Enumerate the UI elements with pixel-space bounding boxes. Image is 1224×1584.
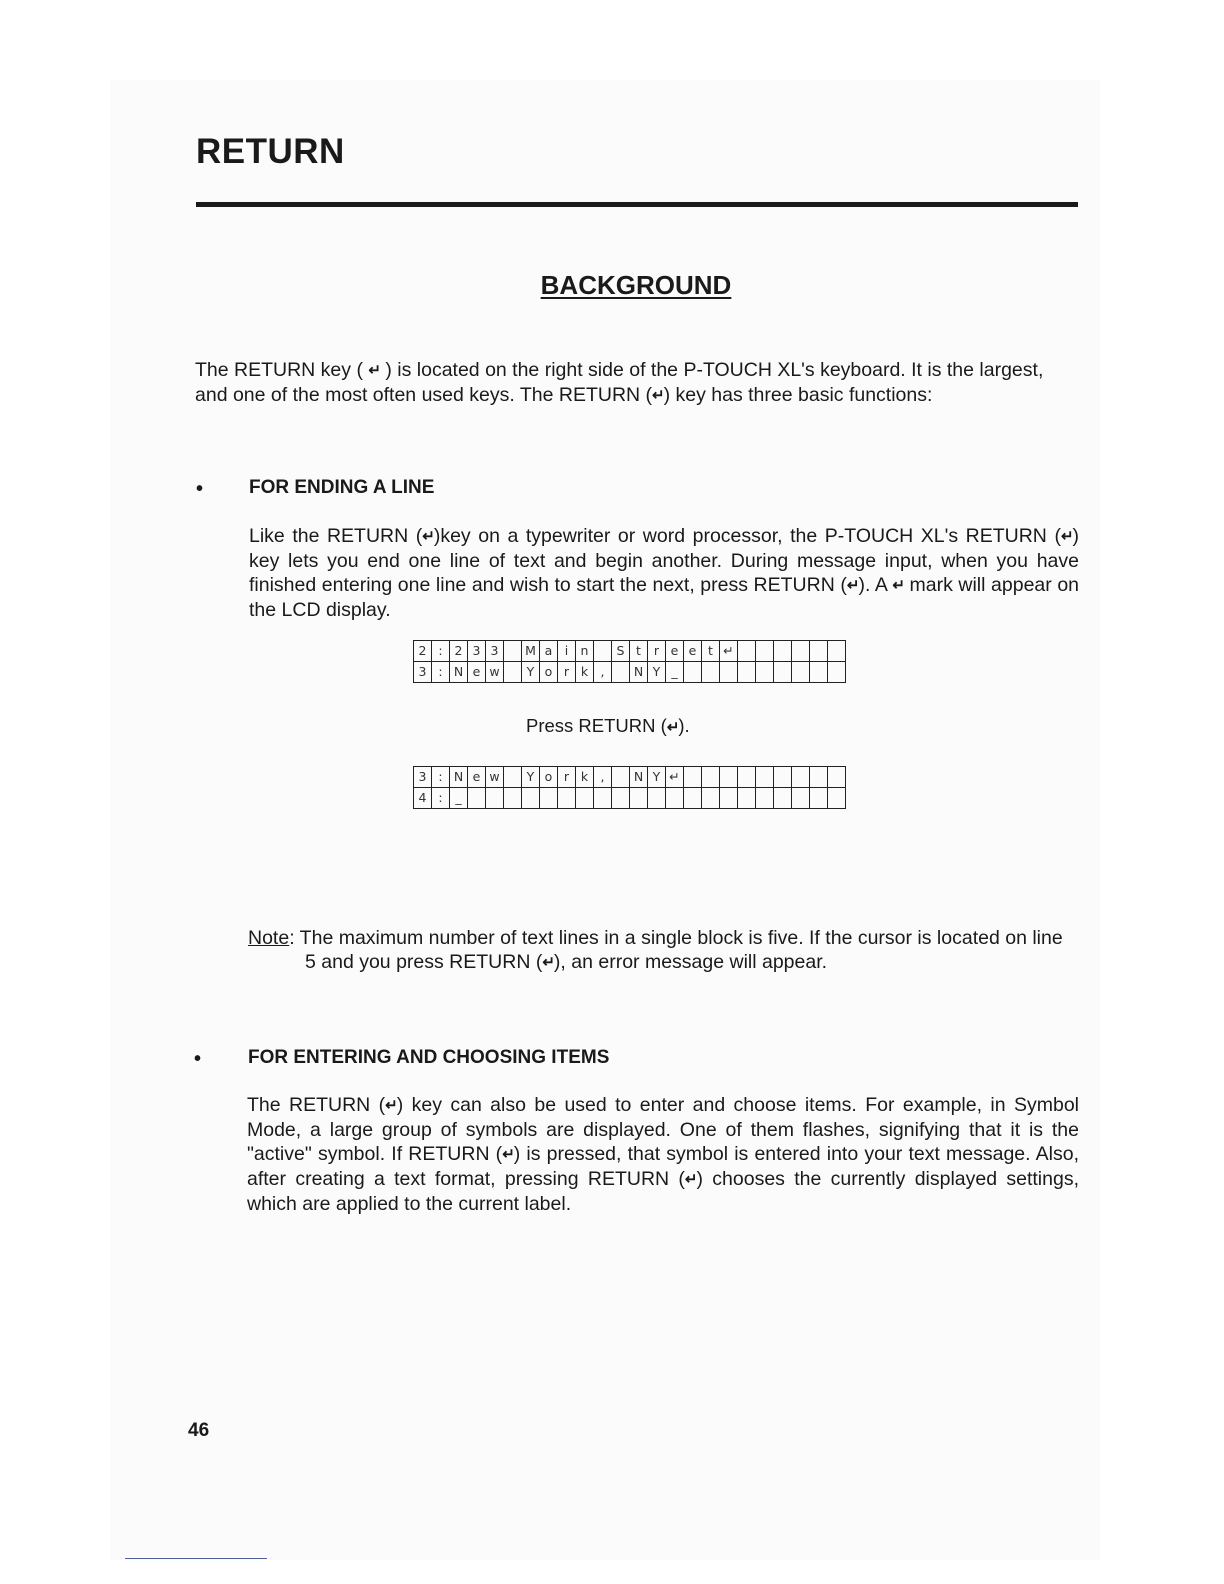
intro-text-1: The RETURN key ( (195, 359, 369, 381)
enter-text-2: ) key can also be used to enter and choose items. For example, in Symbol Mode, a large group of symbols are displayed. One of them flashes, signifying that it is the "active" symbol. If RETURN ( (247, 1094, 1079, 1165)
lcd-cell (756, 767, 774, 788)
lcd-cell (594, 788, 612, 809)
intro-text-2: ) is located on the right side of the P-TOUCH XL's keyboard. It is the largest, and one of the most often used keys. The RETURN ( (195, 359, 1044, 406)
return-key-icon: ↵ (422, 527, 434, 545)
lcd-cell: e (666, 641, 684, 662)
lcd-cell (468, 788, 486, 809)
lcd-cell: S (612, 641, 630, 662)
lcd-cell: 3 (468, 641, 486, 662)
lcd-cell: M (522, 641, 540, 662)
return-key-icon: ↵ (385, 1096, 397, 1114)
lcd-cell (702, 767, 720, 788)
lcd-cell: ↵ (720, 641, 738, 662)
lcd-cell (504, 788, 522, 809)
note-text-2: 5 and you press RETURN ( (305, 951, 543, 973)
lcd-cell: r (558, 767, 576, 788)
lcd-cell (684, 767, 702, 788)
note-label: Note (248, 927, 290, 949)
lcd-cell: : (432, 788, 450, 809)
lcd-cell (792, 788, 810, 809)
lcd-cell: r (648, 641, 666, 662)
lcd-cell (522, 788, 540, 809)
lcd-cell: N (450, 662, 468, 683)
lcd-cell: : (432, 641, 450, 662)
lcd-cell: 3 (414, 767, 432, 788)
lcd-cell (774, 641, 792, 662)
lcd-cell: 2 (414, 641, 432, 662)
lcd-cell: o (540, 662, 558, 683)
lcd-cell (738, 767, 756, 788)
section-heading-ending-line: FOR ENDING A LINE (249, 477, 435, 498)
lcd-cell (756, 662, 774, 683)
lcd-cell (774, 788, 792, 809)
lcd-cell (684, 788, 702, 809)
lcd-cell (828, 662, 846, 683)
lcd-row (414, 662, 846, 683)
lcd-cell (612, 662, 630, 683)
lcd-cell (684, 662, 702, 683)
lcd-cell: e (468, 662, 486, 683)
lcd-cell: , (594, 662, 612, 683)
lcd-cell: Y (648, 767, 666, 788)
lcd-cell (540, 788, 558, 809)
ending-text-5: mark will appear on the LCD display. (249, 573, 1080, 621)
title-rule (196, 202, 1078, 207)
note-paragraph (248, 926, 1078, 975)
lcd-cell (504, 641, 522, 662)
lcd-cell: ↵ (666, 767, 684, 788)
lcd-cell: 3 (414, 662, 432, 683)
lcd-cell: i (558, 641, 576, 662)
lcd-cell (756, 788, 774, 809)
note-line-2 (248, 950, 1078, 975)
return-key-icon: ↵ (502, 1145, 514, 1163)
lcd-row (414, 641, 846, 662)
enter-text-1: The RETURN ( (247, 1094, 386, 1116)
lcd-cell (774, 767, 792, 788)
caption-press-return (526, 715, 690, 737)
lcd-cell: N (630, 662, 648, 683)
lcd-cell (720, 788, 738, 809)
lcd-row (414, 788, 846, 809)
lcd-cell (648, 788, 666, 809)
lcd-cell (828, 767, 846, 788)
lcd-cell: t (702, 641, 720, 662)
lcd-row (414, 767, 846, 788)
lcd-cell (738, 641, 756, 662)
section-title-background: BACKGROUND (540, 270, 732, 300)
page-title: RETURN (196, 132, 345, 171)
lcd-cell (810, 788, 828, 809)
caption-text-2: ). (678, 715, 690, 736)
lcd-cell: _ (450, 788, 468, 809)
ending-text-1: Like the RETURN ( (249, 525, 423, 547)
lcd-cell (774, 662, 792, 683)
entering-items-paragraph (247, 1093, 1079, 1216)
return-key-icon: ↵ (368, 361, 380, 379)
lcd-cell (702, 788, 720, 809)
lcd-cell (810, 641, 828, 662)
intro-paragraph (195, 358, 1080, 408)
ending-text-3: ) key lets you end one line of text and begin another. During message input, when you have finished entering one line and wish to start the next, press RETURN ( (249, 525, 1080, 596)
return-key-icon: ↵ (1060, 527, 1073, 545)
lcd-cell (720, 767, 738, 788)
enter-text-4: ) chooses the currently displayed settings, which are applied to the current label. (247, 1167, 1080, 1215)
lcd-cell: 2 (450, 641, 468, 662)
bottom-link-line (125, 1558, 267, 1559)
lcd-cell (486, 788, 504, 809)
bullet-icon: • (196, 478, 204, 500)
note-text-3: ), an error message will appear. (553, 951, 828, 973)
lcd-cell (792, 641, 810, 662)
lcd-cell: N (630, 767, 648, 788)
lcd-cell: 4 (414, 788, 432, 809)
lcd-cell (504, 662, 522, 683)
note-text-1: : The maximum number of text lines in a single block is five. If the cursor is located on line (289, 927, 1063, 949)
caption-text-1: Press RETURN ( (526, 715, 667, 736)
lcd-cell: e (684, 641, 702, 662)
lcd-cell (504, 767, 522, 788)
intro-text-3: ) key has three basic functions: (663, 383, 933, 406)
lcd-display-before (413, 640, 846, 683)
lcd-cell: r (558, 662, 576, 683)
page-number: 46 (188, 1420, 210, 1441)
lcd-display-after (413, 766, 846, 809)
lcd-cell: k (576, 767, 594, 788)
lcd-cell: Y (522, 767, 540, 788)
lcd-cell (630, 788, 648, 809)
lcd-cell: 3 (486, 641, 504, 662)
return-key-icon: ↵ (666, 719, 679, 737)
lcd-cell (792, 662, 810, 683)
lcd-cell (594, 641, 612, 662)
enter-text-3: ) is pressed, that symbol is entered into your text message. Also, after creating a text format, pressing RETURN ( (247, 1142, 1080, 1190)
ending-text-2: )key on a typewriter or word processor, the P-TOUCH XL's RETURN ( (433, 525, 1061, 547)
return-mark-icon: ↵ (892, 576, 904, 594)
return-key-icon: ↵ (542, 953, 554, 971)
lcd-cell: o (540, 767, 558, 788)
lcd-cell (810, 767, 828, 788)
lcd-cell (576, 788, 594, 809)
lcd-cell (828, 641, 846, 662)
lcd-cell: n (576, 641, 594, 662)
lcd-cell: N (450, 767, 468, 788)
lcd-cell (612, 788, 630, 809)
lcd-cell: : (432, 662, 450, 683)
lcd-cell (612, 767, 630, 788)
lcd-cell: Y (648, 662, 666, 683)
lcd-cell (792, 767, 810, 788)
lcd-cell: w (486, 662, 504, 683)
return-key-icon: ↵ (684, 1170, 697, 1188)
lcd-cell (666, 788, 684, 809)
lcd-cell (738, 662, 756, 683)
return-key-icon: ↵ (846, 576, 859, 594)
bullet-icon: • (194, 1048, 202, 1070)
lcd-cell (828, 788, 846, 809)
lcd-cell (756, 641, 774, 662)
section-heading-entering-items: FOR ENTERING AND CHOOSING ITEMS (248, 1047, 610, 1068)
lcd-cell: k (576, 662, 594, 683)
lcd-cell (810, 662, 828, 683)
lcd-cell: t (630, 641, 648, 662)
return-key-icon: ↵ (652, 386, 664, 404)
lcd-cell: e (468, 767, 486, 788)
lcd-cell: _ (666, 662, 684, 683)
lcd-cell (720, 662, 738, 683)
lcd-cell (558, 788, 576, 809)
lcd-cell: , (594, 767, 612, 788)
ending-text-4: ). A (858, 573, 893, 596)
page-background (110, 80, 1100, 1560)
lcd-cell: a (540, 641, 558, 662)
lcd-cell (702, 662, 720, 683)
lcd-cell: Y (522, 662, 540, 683)
lcd-cell: w (486, 767, 504, 788)
ending-line-paragraph (249, 524, 1079, 622)
lcd-cell: : (432, 767, 450, 788)
note-line-1 (248, 926, 1078, 950)
lcd-cell (738, 788, 756, 809)
